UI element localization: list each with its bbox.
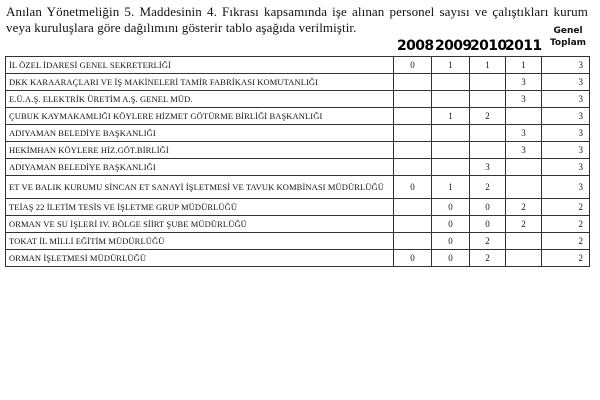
header-year-2009: 2009 (435, 38, 472, 54)
cell-2010: 1 (470, 57, 506, 74)
header-total-line1: Genel (553, 26, 583, 36)
cell-2010: 2 (470, 233, 506, 250)
cell-2011: 3 (506, 142, 542, 159)
cell-total: 3 (542, 74, 590, 91)
cell-total: 2 (542, 216, 590, 233)
intro-paragraph: Anılan Yönetmeliğin 5. Maddesinin 4. Fıkrası kapsamında işe alınan personel sayısı ve çalıştıkları kurum veya kuruluşlara göre dağılımını gösterir tablo aşağıda verilmiştir. (6, 4, 588, 35)
cell-total: 2 (542, 233, 590, 250)
cell-2010: 3 (470, 159, 506, 176)
table-row (6, 125, 590, 142)
cell-total: 3 (542, 159, 590, 176)
cell-2008 (394, 233, 432, 250)
cell-2009 (432, 125, 470, 142)
cell-2009 (432, 91, 470, 108)
cell-2011: 2 (506, 199, 542, 216)
cell-2011: 3 (506, 125, 542, 142)
cell-total: 3 (542, 108, 590, 125)
cell-2008: 0 (394, 57, 432, 74)
cell-institution: E.Ü.A.Ş. ELEKTRİK ÜRETİM A.Ş. GENEL MÜD. (6, 91, 394, 108)
header-total-line2: Toplam (549, 38, 587, 48)
cell-institution: ADIYAMAN BELEDİYE BAŞKANLIĞI (6, 159, 394, 176)
cell-total: 2 (542, 199, 590, 216)
header-year-2010: 2010 (470, 38, 507, 54)
cell-2009: 0 (432, 250, 470, 267)
table-row (6, 108, 590, 125)
cell-2008: 0 (394, 250, 432, 267)
cell-2011 (506, 159, 542, 176)
cell-institution: TEİAŞ 22 İLETİM TESİS VE İŞLETME GRUP MÜDÜRLÜĞÜ (6, 199, 394, 216)
cell-2010 (470, 125, 506, 142)
cell-2011 (506, 108, 542, 125)
cell-2011: 1 (506, 57, 542, 74)
header-total (546, 25, 590, 49)
cell-total: 3 (542, 125, 590, 142)
cell-institution: ORMAN İŞLETMESİ MÜDÜRLÜĞÜ (6, 250, 394, 267)
cell-institution: ET VE BALIK KURUMU SİNCAN ET SANAYİ İŞLETMESİ VE TAVUK KOMBİNASI MÜDÜRLÜĞÜ (6, 176, 394, 199)
table-row (6, 74, 590, 91)
cell-2011 (506, 176, 542, 199)
cell-2010: 2 (470, 108, 506, 125)
cell-2010: 0 (470, 216, 506, 233)
cell-2011 (506, 250, 542, 267)
cell-2010 (470, 74, 506, 91)
table-row (6, 159, 590, 176)
cell-total: 3 (542, 57, 590, 74)
cell-total: 2 (542, 250, 590, 267)
cell-2008: 0 (394, 176, 432, 199)
cell-institution: ÇUBUK KAYMAKAMLIĞI KÖYLERE HİZMET GÖTÜRME BİRLİĞİ BAŞKANLIĞI (6, 108, 394, 125)
cell-2010 (470, 91, 506, 108)
cell-2010: 2 (470, 176, 506, 199)
cell-2009: 1 (432, 108, 470, 125)
cell-2010: 0 (470, 199, 506, 216)
cell-institution: ORMAN VE SU İŞLERİ IV. BÖLGE SİİRT ŞUBE MÜDÜRLÜĞÜ (6, 216, 394, 233)
cell-2011 (506, 233, 542, 250)
table-row (6, 142, 590, 159)
cell-2009 (432, 142, 470, 159)
cell-2011: 3 (506, 91, 542, 108)
distribution-table (5, 56, 590, 267)
cell-2008 (394, 108, 432, 125)
cell-total: 3 (542, 176, 590, 199)
cell-2010: 2 (470, 250, 506, 267)
cell-2008 (394, 74, 432, 91)
cell-2009: 0 (432, 199, 470, 216)
cell-2009: 0 (432, 216, 470, 233)
table-row (6, 176, 590, 199)
cell-2009 (432, 74, 470, 91)
table-row (6, 250, 590, 267)
table-row (6, 91, 590, 108)
table-row (6, 216, 590, 233)
table-body (6, 57, 590, 267)
cell-2009: 0 (432, 233, 470, 250)
cell-institution: ADIYAMAN BELEDİYE BAŞKANLIĞI (6, 125, 394, 142)
cell-2011: 3 (506, 74, 542, 91)
cell-institution: İL ÖZEL İDARESİ GENEL SEKRETERLİĞİ (6, 57, 394, 74)
cell-2010 (470, 142, 506, 159)
cell-2008 (394, 91, 432, 108)
cell-total: 3 (542, 91, 590, 108)
header-year-2008: 2008 (397, 38, 434, 54)
cell-2009 (432, 159, 470, 176)
table-row (6, 233, 590, 250)
table-row (6, 199, 590, 216)
cell-2008 (394, 159, 432, 176)
cell-2008 (394, 142, 432, 159)
cell-institution: TOKAT İL MİLLİ EĞİTİM MÜDÜRLÜĞÜ (6, 233, 394, 250)
cell-total: 3 (542, 142, 590, 159)
cell-institution: HEKİMHAN KÖYLERE HİZ.GÖT.BİRLİĞİ (6, 142, 394, 159)
table-row (6, 57, 590, 74)
header-year-2011: 2011 (505, 38, 542, 54)
cell-2009: 1 (432, 57, 470, 74)
cell-2008 (394, 125, 432, 142)
cell-2011: 2 (506, 216, 542, 233)
cell-2008 (394, 216, 432, 233)
cell-institution: DKK KARAARAÇLARI VE İŞ MAKİNELERİ TAMİR FABRİKASI KOMUTANLIĞI (6, 74, 394, 91)
cell-2009: 1 (432, 176, 470, 199)
cell-2008 (394, 199, 432, 216)
